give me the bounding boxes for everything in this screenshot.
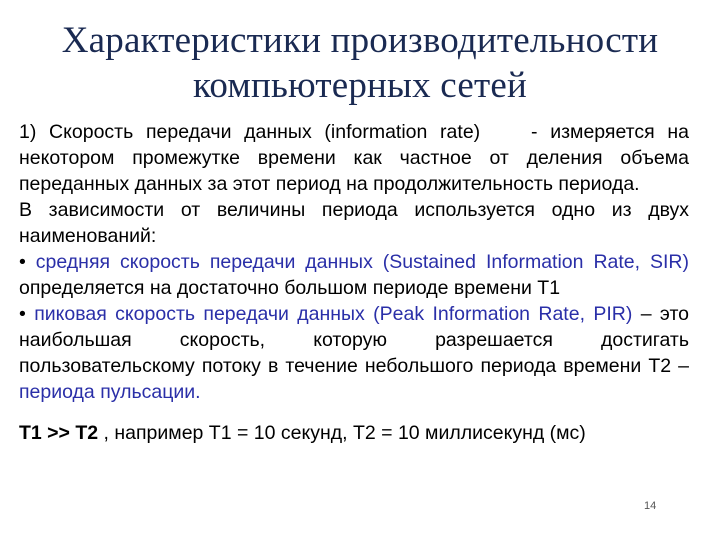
slide-title xyxy=(0,18,720,108)
footer-example xyxy=(19,420,689,446)
bullet-sir-text: определяется на достаточно большом периоде времени Т1 xyxy=(19,277,561,299)
slide-title-line-2: компьютерных сетей xyxy=(193,65,527,106)
information-rate-dash: - xyxy=(530,121,538,143)
slide-title-line-1: Характеристики производительности xyxy=(61,20,659,61)
bullet-pir xyxy=(19,301,689,405)
bullet-sir xyxy=(19,249,689,301)
footer-relation: Т1 >> Т2 xyxy=(19,422,99,444)
bullet-sir-term: средняя скорость передачи данных (Sustained Information Rate, SIR) xyxy=(35,251,689,273)
page-number: 14 xyxy=(644,500,657,512)
bullet-pir-marker: • xyxy=(19,303,35,325)
bullet-pir-text: – это наибольшая скорость, которую разрешается достигать пользовательскому потоку в течение небольшого периода времени Т2 – xyxy=(19,303,690,377)
bullet-sir-marker: • xyxy=(19,251,36,273)
bullet-pir-tail: периода пульсации. xyxy=(19,381,201,403)
information-rate-lead: 1) Скорость передачи данных (information rate) xyxy=(19,121,481,143)
information-rate-definition: измеряется на некотором промежутке времени как частное от деления объема переданных данных за этот период на продолжительность периода. xyxy=(19,121,690,195)
paragraph-period-intro: В зависимости от величины периода используется одно из двух наименований: xyxy=(19,199,689,247)
paragraph-information-rate xyxy=(19,119,689,197)
slide-body xyxy=(19,119,689,446)
footer-example-text: , например Т1 = 10 секунд, Т2 = 10 миллисекунд (мс) xyxy=(98,422,586,444)
bullet-pir-term: пиковая скорость передачи данных (Peak Information Rate, PIR) xyxy=(34,303,633,325)
